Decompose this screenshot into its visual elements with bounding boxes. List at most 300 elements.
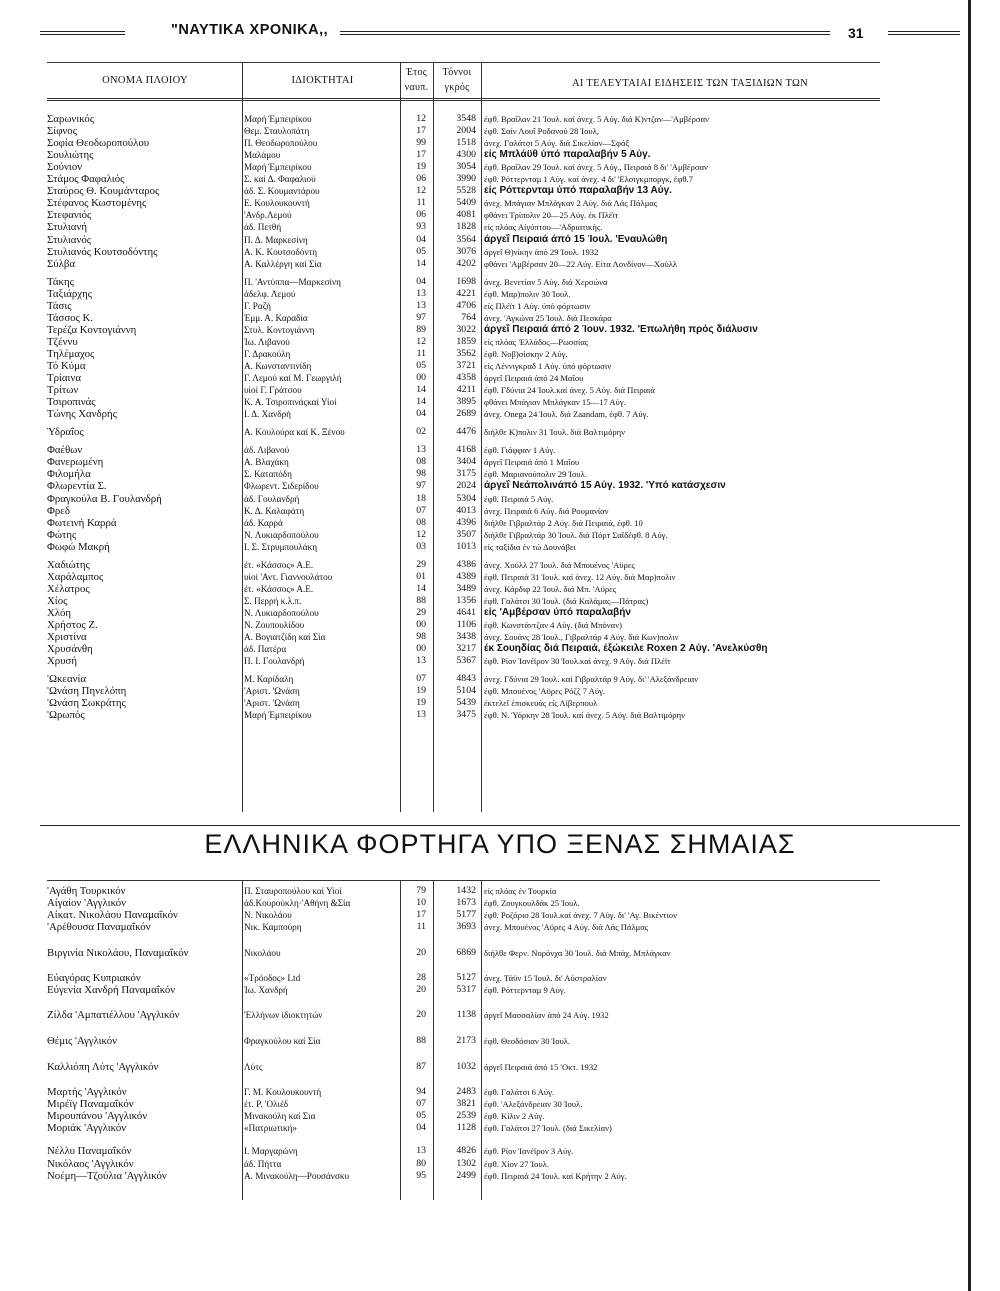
ship-owner: Ι. Σ. Στρυμπουλάκη [244, 541, 318, 552]
ship-owner: Ίω. Χανδρή [244, 984, 288, 995]
ship-name: Αίκατ. Νικολάου Παναμαΐκόν [47, 909, 178, 922]
ship-name: Τσιροπινάς [47, 396, 96, 409]
voyage-news: είς Μπλάϋθ ύπό παραλαβήν 5 Αύγ. [484, 149, 651, 161]
ship-name: Φανερωμένη [47, 456, 104, 469]
ship-owner: Σ. καί Δ. Φαφαλιού [244, 174, 316, 185]
ship-name: Καλλιόπη Λύτς 'Αγγλικόν [47, 1060, 159, 1073]
ship-name: Φραγκούλα Β. Γουλανδρή [47, 492, 162, 505]
voyage-news: άργεΐ Πειραιά άπό 24 Μαΐου [484, 373, 584, 384]
gross-tons: 4221 [456, 287, 476, 299]
ship-owner: Ν. Νικολάου [244, 910, 292, 921]
ship-owner: Ε. Κουλουκουντή [244, 198, 310, 209]
ship-name: 'Αγάθη Τουρκικόν [47, 885, 126, 897]
gross-tons: 1032 [456, 1060, 476, 1072]
gross-tons: 4013 [456, 504, 476, 516]
gross-tons: 1859 [456, 335, 476, 347]
gross-tons: 5367 [456, 655, 476, 667]
voyage-news: φθάνει 'Αμβέρσαν 20—22 Αύγ. Είτα Λονδίνον—Χούλλ [484, 258, 678, 269]
voyage-news: έφθ. Πειραιά 31 Ίουλ. καί άνεχ. 12 Αύγ. διά Μαρ)πολιν [484, 571, 676, 582]
build-year: 19 [416, 161, 426, 173]
build-year: 18 [416, 492, 426, 504]
ship-owner: Ν. Λυκιαρδοπούλου [244, 529, 319, 540]
gross-tons: 3507 [456, 528, 476, 540]
ship-name: Τερέζα Κοντογιάννη [47, 323, 137, 336]
ship-name: Στυλιανή [47, 221, 87, 234]
voyage-news: είς 'Αμβέρσαν ύπό παραλαβήν [484, 606, 631, 618]
gross-tons: 3895 [456, 396, 476, 408]
ship-name: Αίγαίον 'Αγγλικόν [47, 897, 127, 910]
ship-owner: Φραγκούλου καί Σία [244, 1035, 321, 1046]
gross-tons: 3217 [456, 643, 476, 655]
build-year: 04 [416, 408, 426, 420]
ship-name: Στυλιανός Κουτσοδόντης [47, 245, 158, 258]
voyage-news: άνεχ. Μπάγιαν Μπλάγκαν 2 Αύγ. διά Λάς Πάλμας [484, 198, 658, 209]
build-year: 11 [416, 347, 426, 359]
gross-tons: 4081 [456, 209, 476, 221]
gross-tons: 3475 [456, 709, 476, 721]
build-year: 89 [416, 323, 426, 335]
gross-tons: 1128 [456, 1122, 476, 1134]
ship-name: 'Ωκεανία [47, 673, 87, 686]
ship-name: Νικόλαος 'Αγγλικόν [47, 1157, 134, 1170]
column-header-owners: ΙΔΙΟΚΤΗΤΑΙ [291, 75, 354, 86]
build-year: 79 [416, 885, 426, 896]
ship-owner: 'Ελλήνων ίδιοκτητών [244, 1009, 323, 1020]
build-year: 08 [416, 516, 426, 528]
build-year: 14 [416, 257, 426, 269]
ship-name: Θέμις 'Αγγλικόν [47, 1034, 118, 1047]
ship-owner: Π. Δ. Μαρκεσίνη [244, 234, 308, 245]
voyage-news: άνεχ. 'Αγκώνα 25 Ίουλ. διά Πεσκάρα [484, 312, 612, 323]
build-year: 02 [416, 426, 426, 438]
build-year: 99 [416, 137, 426, 149]
gross-tons: 6869 [456, 947, 476, 959]
voyage-news: έκ Σουηδίας διά Πειραιά, έξώκειλε Roxen 2 Αύγ. 'Ανελκύσθη [484, 643, 768, 655]
voyage-news: φθάνει Μπάγιαν Μπλάγκαν 15—17 Αύγ. [484, 397, 626, 408]
build-year: 12 [416, 335, 426, 347]
ship-owner: Α. Μινακούλη—Ρουσάνσκυ [244, 1170, 350, 1181]
column-header-ship-name: ΟΝΟΜΑ ΠΛΟΙΟΥ [102, 75, 188, 86]
voyage-news: έφθ. 'Αλεξάνδρειαν 30 Ίουλ. [484, 1099, 583, 1110]
ship-name: Νέλλυ Παναμαΐκόν [47, 1145, 132, 1158]
gross-tons: 1518 [456, 137, 476, 149]
build-year: 13 [416, 709, 426, 721]
ship-owner: έτ. «Κάσσος» Α.Ε. [244, 583, 314, 594]
build-year: 93 [416, 221, 426, 233]
build-year: 13 [416, 655, 426, 667]
ship-name: 'Ωνάση Σωκράτης [47, 697, 126, 710]
ship-owner: άδ. Πήττα [244, 1158, 282, 1169]
build-year: 95 [416, 1169, 426, 1181]
voyage-news: είς Πλέϊτ 1 Αύγ. ύπό φόρτωσιν [484, 300, 591, 311]
column-divider [481, 62, 482, 812]
gross-tons: 1432 [456, 885, 476, 896]
voyage-news: έφθ. Μπουένος 'Αϋρες Ρόζζ 7 Αύγ. [484, 686, 606, 697]
ship-owner: άδ. Γουλανδρή [244, 493, 300, 504]
ship-owner: άδ. Καρρά [244, 517, 283, 528]
ship-owner: άδ. Σ. Κουμαντάρου [244, 186, 320, 197]
voyage-news: έφθ. Ζουγκουλδάκ 25 Ίουλ. [484, 898, 580, 909]
gross-tons: 2689 [456, 408, 476, 420]
ship-owner: Ν. Ζουπουλίδου [244, 620, 305, 630]
voyage-news: άνεχ. Μπουένος 'Αϋρες 4 Αύγ. διά Λάς Πάλμας [484, 922, 649, 933]
ship-name: Βιργινία Νικολάου, Παναμαΐκόν [47, 947, 189, 960]
voyage-news: άνεχ. Onega 24 Ίουλ. διά Zaandam, έφθ. 7 Αύγ. [484, 409, 649, 420]
ship-owner: Κ. Δ. Καλαφάτη [244, 505, 305, 516]
build-year: 98 [416, 631, 426, 643]
build-year: 05 [416, 1110, 426, 1122]
build-year: 97 [416, 480, 426, 492]
voyage-news: άργεΐ Πειραιά άπό 15 Ίουλ. 'Εναυλώθη [484, 233, 668, 245]
gross-tons: 4211 [456, 384, 476, 396]
build-year: 03 [416, 540, 426, 552]
build-year: 00 [416, 372, 426, 384]
gross-tons: 3821 [456, 1098, 476, 1110]
build-year: 97 [416, 311, 426, 323]
build-year: 94 [416, 1086, 426, 1097]
ship-name: Τρίαινα [47, 372, 81, 385]
voyage-news: έφθ. Ρόττερνταμ 1 Αύγ. καί άνεχ. 4 δι' 'Ελσιγκμποργκ, έφθ.7 [484, 174, 693, 185]
ship-owner: «Τρόοδος» Ltd [244, 972, 301, 983]
ship-name: Ζίλδα 'Αμπατιέλλου 'Αγγλικόν [47, 1008, 180, 1021]
ship-owner: Α. Καλλέργη καί Σία [244, 258, 322, 269]
ship-name: Τώνης Χανδρής [47, 408, 117, 421]
gross-tons: 3076 [456, 245, 476, 257]
build-year: 98 [416, 468, 426, 480]
gross-tons: 3404 [456, 456, 476, 468]
ship-owner: Μαρή Έμπειρίκου [244, 162, 312, 173]
gross-tons: 3564 [456, 233, 476, 245]
gross-tons: 4358 [456, 372, 476, 384]
gross-tons: 1013 [456, 540, 476, 552]
ship-name: Τζέννυ [47, 335, 78, 348]
ship-name: Σύλβα [47, 257, 76, 270]
gross-tons: 4843 [456, 673, 476, 685]
ship-owner: Μαρή Έμπειρίκου [244, 710, 312, 721]
ship-owner: Π. Θεοδωροπούλου [244, 138, 318, 149]
ship-name: Σαρωνικός [47, 113, 95, 125]
voyage-news: άνεχ. Βενετίαν 5 Αύγ. διά Χερσώνα [484, 276, 608, 287]
ship-owner: υίοί Γ. Γράτσου [244, 385, 302, 396]
build-year: 12 [416, 185, 426, 197]
ship-owner: «Πατριωτική» [244, 1123, 298, 1134]
voyage-news: έφθ. Ν. Ύόρκην 28 Ίουλ. καί άνεχ. 5 Αύγ. διά Βαλτιμόρην [484, 710, 685, 721]
section-divider [40, 825, 960, 826]
voyage-news: έφθ. Θεοδόσιαν 30 Ίουλ. [484, 1035, 571, 1046]
ship-name: Σουλιώτης [47, 149, 94, 162]
ship-name: Εύγενία Χανδρή Παναμαΐκόν [47, 983, 176, 996]
gross-tons: 5409 [456, 197, 476, 209]
column-header-news: ΑΙ ΤΕΛΕΥΤΑΙΑΙ ΕΙΔΗΣΕΙΣ ΤΩΝ ΤΑΞΙΔΙΩΝ ΤΩΝ [572, 78, 808, 89]
build-year: 11 [416, 921, 426, 933]
voyage-news: άργεΐ Μασσαλίαν άπό 24 Αύγ. 1932 [484, 1009, 609, 1020]
build-year: 12 [416, 528, 426, 540]
voyage-news: έφθ. Νοβ)σίσκην 2 Αύγ. [484, 348, 568, 359]
gross-tons: 4202 [456, 257, 476, 269]
gross-tons: 1356 [456, 594, 476, 606]
ship-owner: άδ. Πατέρα [244, 644, 287, 655]
ship-owner: άδ.Κουρούκλη·'Αθήνη &Σία [244, 898, 351, 909]
gross-tons: 1828 [456, 221, 476, 233]
voyage-news: έφθ. Βραΐλαν 29 Ίουλ. καί άνεχ. 5 Αύγ., Πειραιά 8 δι' 'Αμβέρσαν [484, 162, 708, 173]
magazine-title: "ΝΑΥΤΙΚΑ ΧΡΟΝΙΚΑ,, [171, 22, 329, 38]
build-year: 13 [416, 287, 426, 299]
gross-tons: 3054 [456, 161, 476, 173]
ship-name: Εύαγόρας Κυπριακόν [47, 971, 141, 984]
column-divider [433, 62, 434, 812]
build-year: 00 [416, 643, 426, 655]
build-year: 10 [416, 897, 426, 909]
gross-tons: 1673 [456, 897, 476, 909]
ship-name: Χίος [47, 594, 68, 607]
ship-owner: Νικολάου [244, 948, 281, 959]
ship-owner: Γ. Ραζή [244, 300, 271, 311]
voyage-news: έφθ. Σαίν Λουΐ Ροδανού 28 Ίουλ, [484, 126, 599, 137]
gross-tons: 1302 [456, 1157, 476, 1169]
voyage-news: έφθ. Ρίον Ίανέϊρον 3 Αύγ. [484, 1146, 574, 1157]
ship-name: Στεφανιός [47, 209, 92, 222]
ship-name: 'Ωρωπός [47, 709, 85, 722]
ship-owner: Π. 'Αντύππα—Μαρκεσίνη [244, 276, 341, 287]
voyage-news: άνεχ. Σουάνς 28 Ίουλ., Γιβραλτάρ 4 Αύγ. διά Κων)πολιν [484, 632, 679, 643]
gross-tons: 3693 [456, 921, 476, 933]
voyage-news: έφθ. Ροζάριο 28 Ίουλ.καί άνεχ. 7 Αύγ. δι' 'Αγ. Βικέντιον [484, 910, 677, 921]
gross-tons: 2483 [456, 1086, 476, 1097]
build-year: 29 [416, 606, 426, 618]
ship-owner: Γ. Δρακούλη [244, 348, 291, 359]
gross-tons: 4300 [456, 149, 476, 161]
voyage-news: διήλθε Γιβραλτάρ 30 Ίουλ. διά Πόρτ Σαΐδέφθ. 8 Αύγ. [484, 529, 668, 540]
ship-owner: Ν. Λυκιαρδοπούλου [244, 607, 319, 618]
voyage-news: άνεχ. Κάρδιφ 22 Ίουλ. διά Μπ. 'Αϋρες [484, 583, 617, 594]
gross-tons: 4641 [456, 606, 476, 618]
ship-owner: Έμμ. Α. Καραδία [244, 312, 308, 323]
ship-owner: Νικ. Καμπούρη [244, 922, 302, 933]
voyage-news: άνεχ. Γαλάτσι 5 Αύγ. διά Σικελίαν—Σφάξ [484, 138, 630, 149]
ship-name: Ταξιάρχης [47, 287, 92, 300]
ship-owner: Π. Σταυροπούλου καί Υίοί [244, 886, 342, 896]
ship-owner: άδελφ. Λεμού [244, 288, 296, 299]
ship-owner: 'Ανδρ.Λεμού [244, 210, 292, 221]
ship-name: Τάσις [47, 299, 72, 312]
gross-tons: 4389 [456, 570, 476, 582]
gross-tons: 3489 [456, 582, 476, 594]
ship-name: Φρεδ [47, 504, 70, 517]
build-year: 19 [416, 697, 426, 709]
ship-name: Σοφία Θεοδωροπούλου [47, 137, 150, 150]
gross-tons: 1138 [456, 1008, 476, 1020]
build-year: 11 [416, 197, 426, 209]
gross-tons: 5528 [456, 185, 476, 197]
ship-owner: Μινακούλη καί Σια [244, 1111, 316, 1122]
build-year: 00 [416, 619, 426, 630]
ship-name: Ύδραΐος [47, 426, 84, 439]
ship-owner: Α. Κ. Κουτσοδόντη [244, 246, 318, 257]
ship-name: Φιλομήλα [47, 468, 91, 481]
ship-name: Χριστίνα [47, 631, 87, 644]
voyage-news: έφθ. Πειραιά 24 Ίουλ. καί Κρήτην 2 Αύγ. [484, 1170, 627, 1181]
column-divider [433, 880, 434, 1200]
ship-owner: έτ. Ρ. 'Ολιέδ [244, 1099, 289, 1110]
voyage-news: είς πλόας 'Ελλάδος—Ρωσσίας [484, 336, 589, 347]
build-year: 20 [416, 1008, 426, 1020]
ship-name: Νοέμη—Τζούλια 'Αγγλικόν [47, 1169, 167, 1182]
voyage-news: άργεΐ Θ)νίκην άπό 29 Ίουλ. 1932 [484, 246, 599, 257]
voyage-news: φθάνει Τρίπολιν 20—25 Αύγ. έκ Πλέϊτ [484, 210, 619, 221]
gross-tons: 5104 [456, 685, 476, 697]
voyage-news: είς Λέννιγκραδ 1 Αύγ. ύπό φόρτωσιν [484, 361, 612, 371]
voyage-news: έφθ. Ρίον Ίανέϊρον 30 Ίουλ.καί άνεχ. 9 Αύγ. διά Πλέϊτ [484, 656, 671, 667]
voyage-news: έφθ. Κίλιν 2 Αύγ. [484, 1111, 545, 1122]
ship-name: Χρυσάνθη [47, 643, 93, 656]
voyage-news: άργεΐ Νεάπολινάπό 15 Αύγ. 1932. 'Υπό κατάσχεσιν [484, 480, 726, 492]
build-year: 13 [416, 1145, 426, 1157]
ship-owner: Π. Ι. Γουλανδρή [244, 656, 305, 667]
build-year: 05 [416, 245, 426, 257]
ship-name: Τό Κύμα [47, 360, 86, 372]
ship-owner: Γ. Λεμού καί Μ. Γεωργιλή [244, 373, 342, 384]
ship-name: Χέλατρος [47, 582, 90, 595]
gross-tons: 3022 [456, 323, 476, 335]
build-year: 06 [416, 209, 426, 221]
build-year: 14 [416, 384, 426, 396]
build-year: 14 [416, 396, 426, 408]
voyage-news: έφθ. Γαλάτσι 27 Ίουλ. (διά Σικελίαν) [484, 1123, 612, 1134]
ship-owner: 'Αριστ. 'Ωνάση [244, 698, 300, 709]
column-header-year: Έτος [405, 67, 428, 78]
voyage-news: διήλθε Κ)πολιν 31 Ίουλ. διά Βαλτιμόρην [484, 427, 626, 438]
voyage-news: έφθ. Γαλάτσι 6 Αύγ. [484, 1087, 555, 1097]
ship-owner: Μαρή Έμπειρίκου [244, 114, 312, 124]
gross-tons: 3548 [456, 113, 476, 124]
voyage-news: έκτελεΐ έπισκευάς είς Λίβερπουλ [484, 698, 598, 709]
page-number: 31 [848, 25, 864, 41]
ship-owner: Α. Βλαχάκη [244, 457, 289, 468]
build-year: 87 [416, 1060, 426, 1072]
build-year: 13 [416, 444, 426, 456]
build-year: 28 [416, 971, 426, 983]
voyage-news: διήλθε Γιβραλτάρ 2 Αύγ. διά Πειραιά, έφθ. 10 [484, 517, 643, 528]
table-header-rule-2 [47, 100, 880, 101]
ship-owner: Α. Βογιατζίδη καί Σία [244, 632, 326, 643]
build-year: 20 [416, 983, 426, 995]
column-divider [242, 62, 243, 812]
ship-owner: Α. Κουλούρα καί Κ. Ξένου [244, 427, 345, 438]
ship-name: Φώτης [47, 528, 77, 541]
voyage-news: άνεχ. Τάϋν 15 Ίουλ. δι' Αύστραλίαν [484, 972, 607, 983]
column-divider [242, 880, 243, 1200]
gross-tons: 1698 [456, 275, 476, 287]
ship-owner: Σ. Περρή κ.λ.π. [244, 595, 302, 606]
ship-name: Χρυσή [47, 655, 77, 668]
table-header-rule [47, 98, 880, 99]
voyage-news: είς ταξίδια έν τώ Δουνάβει [484, 541, 576, 552]
page-edge-rule [968, 0, 971, 1291]
ship-name: Χρήστος Ζ. [47, 619, 98, 631]
column-divider [400, 62, 401, 812]
build-year: 20 [416, 947, 426, 959]
ship-name: Στέφανος Κωστομένης [47, 197, 147, 210]
gross-tons: 4826 [456, 1145, 476, 1157]
voyage-news: έφθ. Γαλάτσι 30 Ίουλ. (διά Καλάμας—Πάτρας) [484, 595, 649, 606]
build-year: 06 [416, 173, 426, 185]
running-header [40, 22, 960, 52]
ship-owner: Μαλάμου [244, 150, 281, 161]
voyage-news: έφθ. Γδύνια 24 Ίουλ.καί άνεχ. 5 Αύγ. διά Πειραιά [484, 385, 655, 396]
build-year: 17 [416, 909, 426, 921]
ship-owner: έτ. «Κάσσος» Α.Ε. [244, 559, 314, 570]
build-year: 88 [416, 594, 426, 606]
gross-tons: 1106 [456, 619, 476, 630]
gross-tons: 2024 [456, 480, 476, 492]
gross-tons: 2499 [456, 1169, 476, 1181]
gross-tons: 2004 [456, 125, 476, 137]
build-year: 07 [416, 673, 426, 685]
gross-tons: 4476 [456, 426, 476, 438]
gross-tons: 4386 [456, 558, 476, 570]
ship-owner: Ι. Μαργαρώνη [244, 1146, 298, 1157]
gross-tons: 4706 [456, 299, 476, 311]
ship-name: Φωφώ Μακρή [47, 540, 110, 553]
ship-name: Φλωρεντία Σ. [47, 480, 107, 493]
voyage-news: άνεχ. Χούλλ 27 Ίουλ. διά Μπουένος 'Αϋρες [484, 559, 635, 570]
build-year: 04 [416, 233, 426, 245]
ship-name: Σίφνος [47, 125, 77, 138]
ship-owner: άδ. Πετθή [244, 222, 282, 233]
ship-owner: Ι. Δ. Χανδρή [244, 409, 291, 420]
ship-name: Τηλέμαχος [47, 347, 95, 360]
ship-owner: Θεμ. Σταυλοπάτη [244, 126, 310, 137]
ship-name: Τάσσος Κ. [47, 311, 94, 324]
voyage-news: είς πλόας έν Τουρκία [484, 886, 557, 896]
ship-name: Χαδιώτης [47, 558, 90, 571]
build-year: 29 [416, 558, 426, 570]
build-year: 17 [416, 125, 426, 137]
table2-top-rule [47, 880, 880, 881]
ship-owner: Στυλ. Κοντογιάννη [244, 324, 315, 335]
table-top-rule [47, 62, 880, 63]
ship-owner: Γ. Μ. Κουλουκουντή [244, 1087, 322, 1097]
gross-tons: 5439 [456, 697, 476, 709]
voyage-news: έφθ. Ρόττερνταμ 9 Αύγ. [484, 984, 566, 995]
ship-name: Χαράλαμπος [47, 570, 104, 583]
build-year: 19 [416, 685, 426, 697]
build-year: 12 [416, 113, 426, 124]
gross-tons: 3438 [456, 631, 476, 643]
ship-name: Στυλιανός [47, 233, 91, 246]
gross-tons: 4396 [456, 516, 476, 528]
voyage-news: έφθ. Κωνστάντζαν 4 Αύγ. (διά Μπόναν) [484, 620, 622, 630]
ship-name: Μιρέϊγ Παναμαΐκόν [47, 1098, 134, 1111]
ship-name: 'Αρέθουσα Παναμαΐκόν [47, 921, 151, 934]
gross-tons: 5127 [456, 971, 476, 983]
gross-tons: 3175 [456, 468, 476, 480]
build-year: 04 [416, 275, 426, 287]
ship-name: Τάκης [47, 275, 74, 288]
column-header-tons-2: γκρός [444, 82, 470, 93]
ship-name: Μοριάκ 'Αγγλικόν [47, 1122, 127, 1135]
section-title: ΕΛΛΗΝΙΚΑ ΦΟΡΤΗΓΑ ΥΠΟ ΞΕΝΑΣ ΣΗΜΑΙΑΣ [204, 829, 796, 859]
build-year: 05 [416, 360, 426, 371]
column-divider [481, 880, 482, 1200]
ship-owner: Κ. Α. Τσιροπινάςκαί Υίοί [244, 397, 337, 408]
voyage-news: έφθ. Βραΐλαν 21 Ίουλ. καί άνεχ. 5 Αύγ. διά Κ)ντζαν—'Αμβέρσαν [484, 114, 709, 124]
build-year: 01 [416, 570, 426, 582]
voyage-news: είς Ρόττερνταμ ύπό παραλαβήν 13 Αύγ. [484, 185, 672, 197]
voyage-news: διήλθε Φερν. Νορόνχα 30 Ίουλ. διά Μπάχ. Μπλάγκαν [484, 948, 671, 959]
voyage-news: άργεΐ Πειραιά άπό 1 Μαΐου [484, 457, 580, 468]
voyage-news: έφθ. Πειραιά 5 Αύγ. [484, 493, 554, 504]
